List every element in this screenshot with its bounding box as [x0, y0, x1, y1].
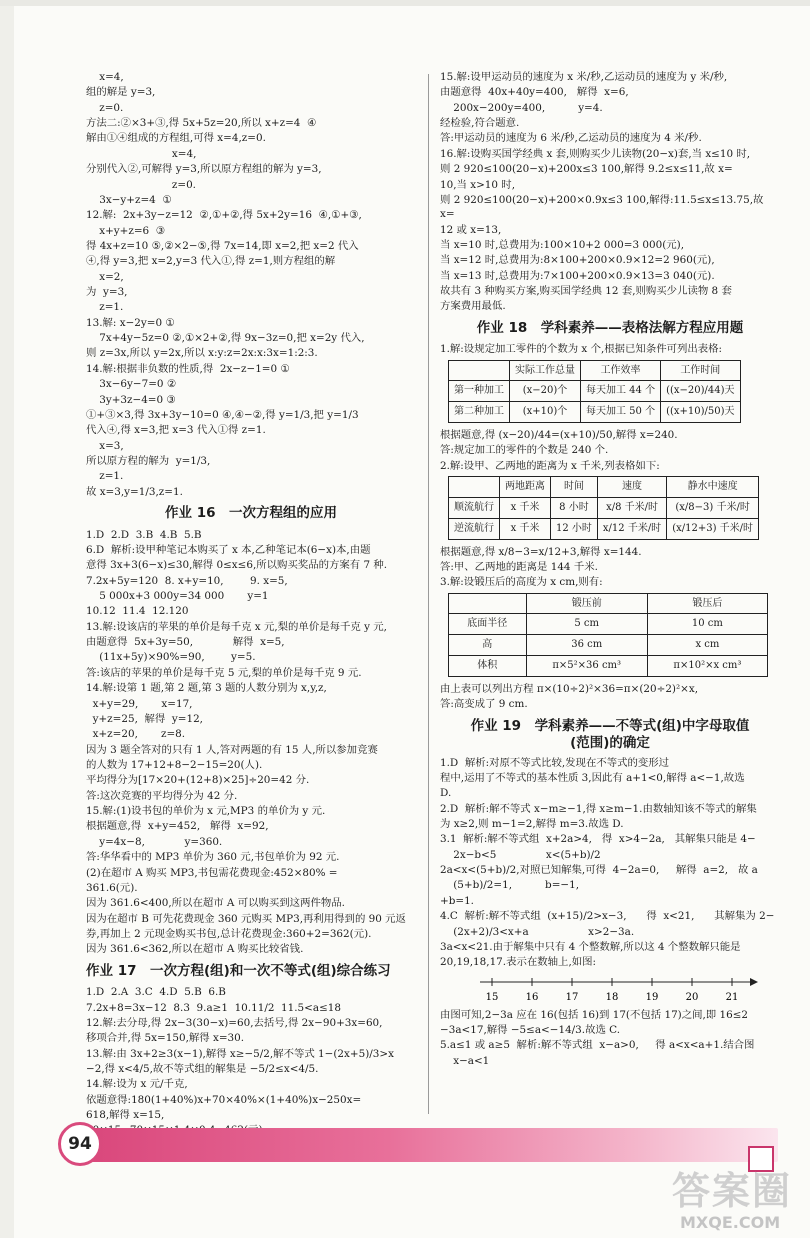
answer-line: 13.解:由 3x+2≥3(x−1),解得 x≥−5/2,解不等式 1−(2x+5)/3>x: [86, 1047, 394, 1060]
answer-line: 1.D 2.D 3.B 4.B 5.B: [86, 528, 202, 541]
table-cell: x cm: [647, 635, 767, 656]
answer-line: 经检验,符合题意.: [440, 117, 520, 130]
answer-line: 故共有 3 种购买方案,购买国学经典 12 套,则购买少儿读物 8 套: [440, 285, 732, 298]
table-cell: 每天加工 50 个: [581, 402, 661, 423]
answer-line: y=4x−8, y=360.: [86, 835, 223, 848]
table-cell: 高: [449, 635, 527, 656]
answer-line: 12 或 x=13,: [440, 223, 502, 236]
table-cell: π×10²×x cm³: [647, 655, 767, 676]
answer-line: 16.解:设购买国学经典 x 套,则购买少儿读物(20−x)套,当 x≤10 时,: [440, 147, 751, 160]
table-cell: x/12 千米/时: [597, 518, 666, 539]
answer-line: 13.解: x−2y=0 ①: [86, 316, 175, 329]
answer-line: 2.D 解析:解不等式 x−m≥−1,得 x≥m−1.由数轴知该不等式的解集: [440, 802, 757, 815]
answer-line: 得 4x+z=10 ⑤,②×2−⑤,得 7x=14,即 x=2,把 x=2 代入: [86, 239, 359, 252]
answer-line: 1.D 解析:对原不等式比较,发现在不等式的变形过: [440, 756, 670, 769]
answer-line: (2x+2)/3<x+a x>2−3a.: [440, 925, 635, 938]
answer-line: z=0.: [86, 101, 124, 114]
left-column: [86, 70, 416, 1120]
table-processing: [448, 360, 741, 423]
answer-line: 答:该店的苹果的单价是每千克 5 元,梨的单价是每千克 9 元.: [86, 666, 362, 679]
table-cell: 底面半径: [449, 614, 527, 635]
q18-2-line: 根据题意,得 x/8−3=x/12+3,解得 x=144.: [440, 545, 642, 558]
table-header-cell: 静水中速度: [667, 477, 759, 498]
answer-line: 15.解:设甲运动员的速度为 x 米/秒,乙运动员的速度为 y 米/秒,: [440, 71, 728, 83]
answer-line: 因为 3 题全答对的只有 1 人,答对两题的有 15 人,所以参加竞赛: [86, 743, 378, 756]
q18-3-line: 答:高变成了 9 cm.: [440, 698, 528, 711]
answer-line: 10.12 11.4 12.120: [86, 605, 189, 618]
answer-line: 因为 361.6<362,所以在超市 A 购买比较省钱.: [86, 943, 304, 956]
answer-line: z=1.: [86, 301, 124, 314]
answer-line: 15.解:(1)设书包的单价为 x 元,MP3 的单价为 y 元.: [86, 805, 326, 818]
answer-line: 则 2 920≤100(20−x)+200x≤3 100,解得 9.2≤x≤11,故 x=: [440, 163, 733, 176]
table-cell: ((x+10)/50)天: [661, 402, 740, 423]
table-header-row: [449, 360, 741, 381]
table-header-cell: 时间: [551, 477, 598, 498]
answer-line: −3a<17,解得 −5≤a<−14/3.故选 C.: [440, 1023, 621, 1036]
answer-line: 14.解:根据非负数的性质,得 2x−z−1=0 ①: [86, 362, 290, 375]
answer-line: 当 x=13 时,总费用为:7×100+200×0.9×13=3 040(元).: [440, 269, 715, 282]
answer-line: ④,得 y=3,把 x=2,y=3 代入①,得 z=1,则方程组的解: [86, 255, 336, 268]
table-header-cell: [449, 593, 527, 614]
answer-line: 因为 361.6<400,所以在超市 A 可以购买到这两件物品.: [86, 897, 345, 910]
table-cell: 10 cm: [647, 614, 767, 635]
right-column: [440, 70, 780, 1110]
table-header-cell: 工作时间: [661, 360, 740, 381]
answer-line: 12.解: 2x+3y−z=12 ②,①+②,得 5x+2y=16 ④,①+③,: [86, 209, 362, 222]
answer-line: 因为在超市 B 可先花费现金 360 元购买 MP3,再利用得到的 90 元返: [86, 912, 406, 925]
answer-line: x+y=29, x=17,: [86, 697, 193, 710]
answer-line: 故 x=3,y=1/3,z=1.: [86, 485, 183, 498]
table-cell: (x/12+3) 千米/时: [667, 518, 759, 539]
table-row: [449, 518, 759, 539]
answer-block-19: [440, 756, 780, 970]
answer-line: 则 z=3x,所以 y=2x,所以 x:y:z=2x:x:3x=1:2:3.: [86, 347, 318, 360]
table-cell: x 千米: [500, 497, 551, 518]
answer-line: 12.解:去分母,得 2x−3(30−x)=60,去括号,得 2x−90+3x=60,: [86, 1016, 383, 1029]
answer-line: 由题意得 40x+40y=400, 解得 x=6,: [440, 86, 629, 99]
answer-line: x=4,: [86, 147, 197, 160]
answer-line: y+z=25, 解得 y=12,: [86, 712, 203, 725]
answer-line: 平均得分为[17×20+(12+8)×25]÷20=42 分.: [86, 774, 310, 787]
table-header-cell: 两地距离: [500, 477, 551, 498]
answer-line: x+z=20, z=8.: [86, 728, 186, 741]
answer-line: 答:这次竞赛的平均得分为 42 分.: [86, 789, 238, 802]
answer-line: 7.2x+5y=120 8. x+y=10, 9. x=5,: [86, 574, 288, 587]
section-heading-19-line2: (范围)的确定: [570, 735, 650, 752]
answer-line: x−a<1: [440, 1054, 490, 1067]
answer-line: 由图可知,2−3a 应在 16(包括 16)到 17(不包括 17)之间,即 16≤2: [440, 1008, 749, 1021]
answer-line: 7x+4y−5z=0 ②,①×2+②,得 9x−3z=0,把 x=2y 代入,: [86, 332, 365, 345]
answer-block-15-16: [440, 70, 780, 314]
section-heading-19: [440, 718, 780, 753]
q18-3-line: 由上表可以列出方程 π×(10÷2)²×36=π×(20÷2)²×x,: [440, 682, 699, 695]
answer-line: x=4,: [86, 71, 124, 83]
answer-line: 5.a≤1 或 a≥5 解析:解不等式组 x−a>0, 得 a<x<a+1.结合图: [440, 1039, 755, 1052]
answer-line: x=2,: [86, 270, 124, 283]
answer-line: 由题意得 5x+3y=50, 解得 x=5,: [86, 636, 285, 649]
table-header-row: [449, 593, 768, 614]
answer-line: 代入④,得 x=3,把 x=3 代入①得 z=1.: [86, 424, 266, 437]
section-heading-18: 作业 18 学科素养——表格法解方程应用题: [476, 319, 744, 336]
number-line-tick-label: 21: [725, 991, 739, 1003]
answer-line: 组的解是 y=3,: [86, 86, 156, 99]
answer-line: x+y+z=6 ③: [86, 224, 166, 237]
answer-line: z=0.: [86, 178, 196, 191]
table-boat: [448, 476, 759, 539]
answer-line: 14.解:设为 x 元/千克,: [86, 1078, 188, 1091]
number-line-tick-label: 17: [565, 991, 579, 1003]
answer-line: 方法二:②×3+③,得 5x+5z=20,所以 x+z=4 ④: [86, 117, 317, 130]
answer-line: 当 x=12 时,总费用为:8×100+200×0.9×12=2 960(元),: [440, 254, 715, 267]
q18-2-intro: 2.解:设甲、乙两地的距离为 x 千米,列表格如下:: [440, 459, 660, 472]
answer-line: D.: [440, 787, 452, 800]
table-header-cell: 工作效率: [581, 360, 661, 381]
table-header-cell: [449, 477, 500, 498]
table-cell: (x−20)个: [510, 381, 581, 402]
answer-line: x=3,: [86, 439, 124, 452]
answer-line: 618,解得 x=15,: [86, 1109, 165, 1122]
number-line-tick-label: 20: [685, 991, 699, 1003]
watermark-url: MXQE.COM: [680, 1213, 781, 1232]
table-row: [449, 402, 741, 423]
answer-line: 分别代入②,可解得 y=3,所以原方程组的解为 y=3,: [86, 163, 322, 176]
answer-line: 所以原方程的解为 y=1/3,: [86, 454, 211, 467]
answer-line: 3.1 解析:解不等式组 x+2a>4, 得 x>4−2a, 其解集只能是 4−: [440, 833, 756, 846]
section-heading-16: 作业 16 一次方程组的应用: [165, 505, 337, 522]
table-header-cell: 锻压前: [526, 593, 647, 614]
table-cell: x/8 千米/时: [597, 497, 666, 518]
answer-line: 14.解:设第 1 题,第 2 题,第 3 题的人数分别为 x,y,z,: [86, 682, 327, 695]
answer-line: +b=1.: [440, 894, 474, 907]
column-divider: [428, 74, 429, 1114]
table-header-cell: 速度: [597, 477, 666, 498]
page-top-edge: [0, 0, 810, 6]
table-cell: 36 cm: [526, 635, 647, 656]
number-line-tick-label: 18: [605, 991, 619, 1003]
q18-1-line: 根据题意,得 (x−20)/44=(x+10)/50,解得 x=240.: [440, 429, 678, 442]
answer-line: z=1.: [86, 470, 124, 483]
answer-line: 当 x=10 时,总费用为:100×10+2 000=3 000(元),: [440, 238, 685, 251]
table-cell: x 千米: [500, 518, 551, 539]
answer-line: 的人数为 17+12+8−2−15=20(人).: [86, 759, 263, 771]
table-cell: 每天加工 44 个: [581, 381, 661, 402]
number-line-tick-label: 19: [645, 991, 659, 1003]
answer-line: 答:华华看中的 MP3 单价为 360 元,书包单价为 92 元.: [86, 851, 340, 864]
table-row: [449, 381, 741, 402]
table-header-row: [449, 477, 759, 498]
answer-line: (2)在超市 A 购买 MP3,书包需花费现金:452×80% =: [86, 866, 338, 879]
number-line-figure: [480, 972, 810, 1006]
answer-block-15-continued: [86, 70, 416, 499]
q18-1-line: 答:规定加工的零件的个数是 240 个.: [440, 444, 609, 457]
table-forging: [448, 593, 768, 677]
page-edge-shadow: [0, 0, 14, 1238]
answer-line: 答:甲运动员的速度为 6 米/秒,乙运动员的速度为 4 米/秒.: [440, 132, 702, 145]
table-cell: ((x−20)/44)天: [661, 381, 740, 402]
q18-1-intro: 1.解:设规定加工零件的个数为 x 个,根据已知条件可列出表格:: [440, 343, 723, 356]
answer-line: 5 000x+3 000y=34 000 y=1: [86, 590, 269, 603]
table-row: [449, 655, 768, 676]
answer-line: 7.2x+8=3x−12 8.3 9.a≥1 10.11/2 11.5<a≤18: [86, 1001, 342, 1014]
answer-line: 2x−b<5 x<(5+b)/2: [440, 848, 601, 861]
table-row: [449, 635, 768, 656]
table-row: [449, 614, 768, 635]
table-header-cell: 锻压后: [647, 593, 767, 614]
answer-line: 10,当 x>10 时,: [440, 178, 516, 191]
answer-line: 3x−y+z=4 ①: [86, 193, 172, 206]
table-cell: 顺流航行: [449, 497, 500, 518]
table-header-cell: [449, 360, 510, 381]
table-cell: 体积: [449, 655, 527, 676]
answer-line: 则 2 920≤100(20−x)+200×0.9x≤3 100,解得:11.5≤x≤13.75,故 x=: [440, 193, 767, 221]
footer-band: [70, 1128, 778, 1162]
number-line-tick-label: 15: [485, 991, 499, 1003]
table-cell: π×5²×36 cm³: [526, 655, 647, 676]
watermark-logo: 答案圈: [672, 1169, 793, 1213]
number-line-arrow: [750, 978, 758, 986]
answer-line: 券,再加上 2 元现金购买书包,总计花费现金:360+2=362(元).: [86, 927, 372, 940]
answer-line: 依题意得:180(1+40%)x+70×40%×(1+40%)x−250x=: [86, 1093, 362, 1106]
answer-line: 200x−200y=400, y=4.: [440, 101, 603, 114]
answer-line: 3x−6y−7=0 ②: [86, 378, 177, 391]
q18-2-line: 答:甲、乙两地的距离是 144 千米.: [440, 560, 598, 573]
table-cell: 12 小时: [551, 518, 598, 539]
answer-line: 1.D 2.A 3.C 4.D 5.B 6.B: [86, 986, 226, 999]
table-cell: 5 cm: [526, 614, 647, 635]
table-cell: 第二种加工: [449, 402, 510, 423]
table-cell: 第一种加工: [449, 381, 510, 402]
table-cell: (x/8−3) 千米/时: [667, 497, 759, 518]
answer-line: 4.C 解析:解不等式组 (x+15)/2>x−3, 得 x<21, 其解集为 2−: [440, 910, 775, 923]
q18-3-intro: 3.解:设锻压后的高度为 x cm,则有:: [440, 576, 603, 589]
answer-line: 20,19,18,17.表示在数轴上,如图:: [440, 956, 597, 969]
answer-line: 2a<x<(5+b)/2,对照已知解集,可得 4−2a=0, 解得 a=2, 故 a: [440, 864, 758, 877]
answer-line: 3y+3z−4=0 ③: [86, 393, 176, 406]
answer-line: ①+③×3,得 3x+3y−10=0 ④,④−②,得 y=1/3,把 y=1/3: [86, 408, 359, 421]
table-cell: (x+10)个: [510, 402, 581, 423]
answer-line: 根据题意,得 x+y=452, 解得 x=92,: [86, 820, 269, 833]
page-number: 94: [58, 1122, 102, 1166]
answer-line: (5+b)/2=1, b=−1,: [440, 879, 580, 892]
number-line-tick-label: 16: [525, 991, 539, 1003]
answer-line: 为 y=3,: [86, 286, 128, 299]
answer-line: −2,得 x<4/5,故不等式组的解集是 −5/2≤x<4/5.: [86, 1063, 319, 1076]
answer-line: 3a<x<21.由于解集中只有 4 个整数解,所以这 4 个整数解只能是: [440, 940, 741, 953]
answer-line: 解由①④组成的方程组,可得 x=4,z=0.: [86, 132, 266, 145]
table-cell: 逆流航行: [449, 518, 500, 539]
answer-line: 意得 3x+3(6−x)≤30,解得 0≤x≤6,所以购买奖品的方案有 7 种.: [86, 559, 388, 572]
section-heading-19-line1: 作业 19 学科素养——不等式(组)中字母取值: [470, 717, 750, 734]
answer-line: 移项合并,得 5x=150,解得 x=30.: [86, 1032, 245, 1045]
answer-line: 361.6(元).: [86, 881, 138, 894]
answer-block-19-continued: [440, 1008, 780, 1068]
section-heading-17: 作业 17 一次方程(组)和一次不等式(组)综合练习: [86, 962, 391, 979]
answer-line: 程中,运用了不等式的基本性质 3,因此有 a+1<0,解得 a<−1,故选: [440, 771, 745, 784]
table-header-cell: 实际工作总量: [510, 360, 581, 381]
answer-line: 6.D 解析:设甲种笔记本购买了 x 本,乙种笔记本(6−x)本,由题: [86, 543, 371, 556]
answer-line: (11x+5y)×90%=90, y=5.: [86, 651, 256, 664]
answer-line: 方案费用最低.: [440, 300, 506, 313]
answer-line: 13.解:设该店的苹果的单价是每千克 x 元,梨的单价是每千克 y 元,: [86, 620, 387, 633]
table-cell: 8 小时: [551, 497, 598, 518]
answer-line: 为 x≥2,则 m−1=2,解得 m=3.故选 D.: [440, 818, 624, 831]
table-row: [449, 497, 759, 518]
answer-block-16: [86, 528, 416, 957]
